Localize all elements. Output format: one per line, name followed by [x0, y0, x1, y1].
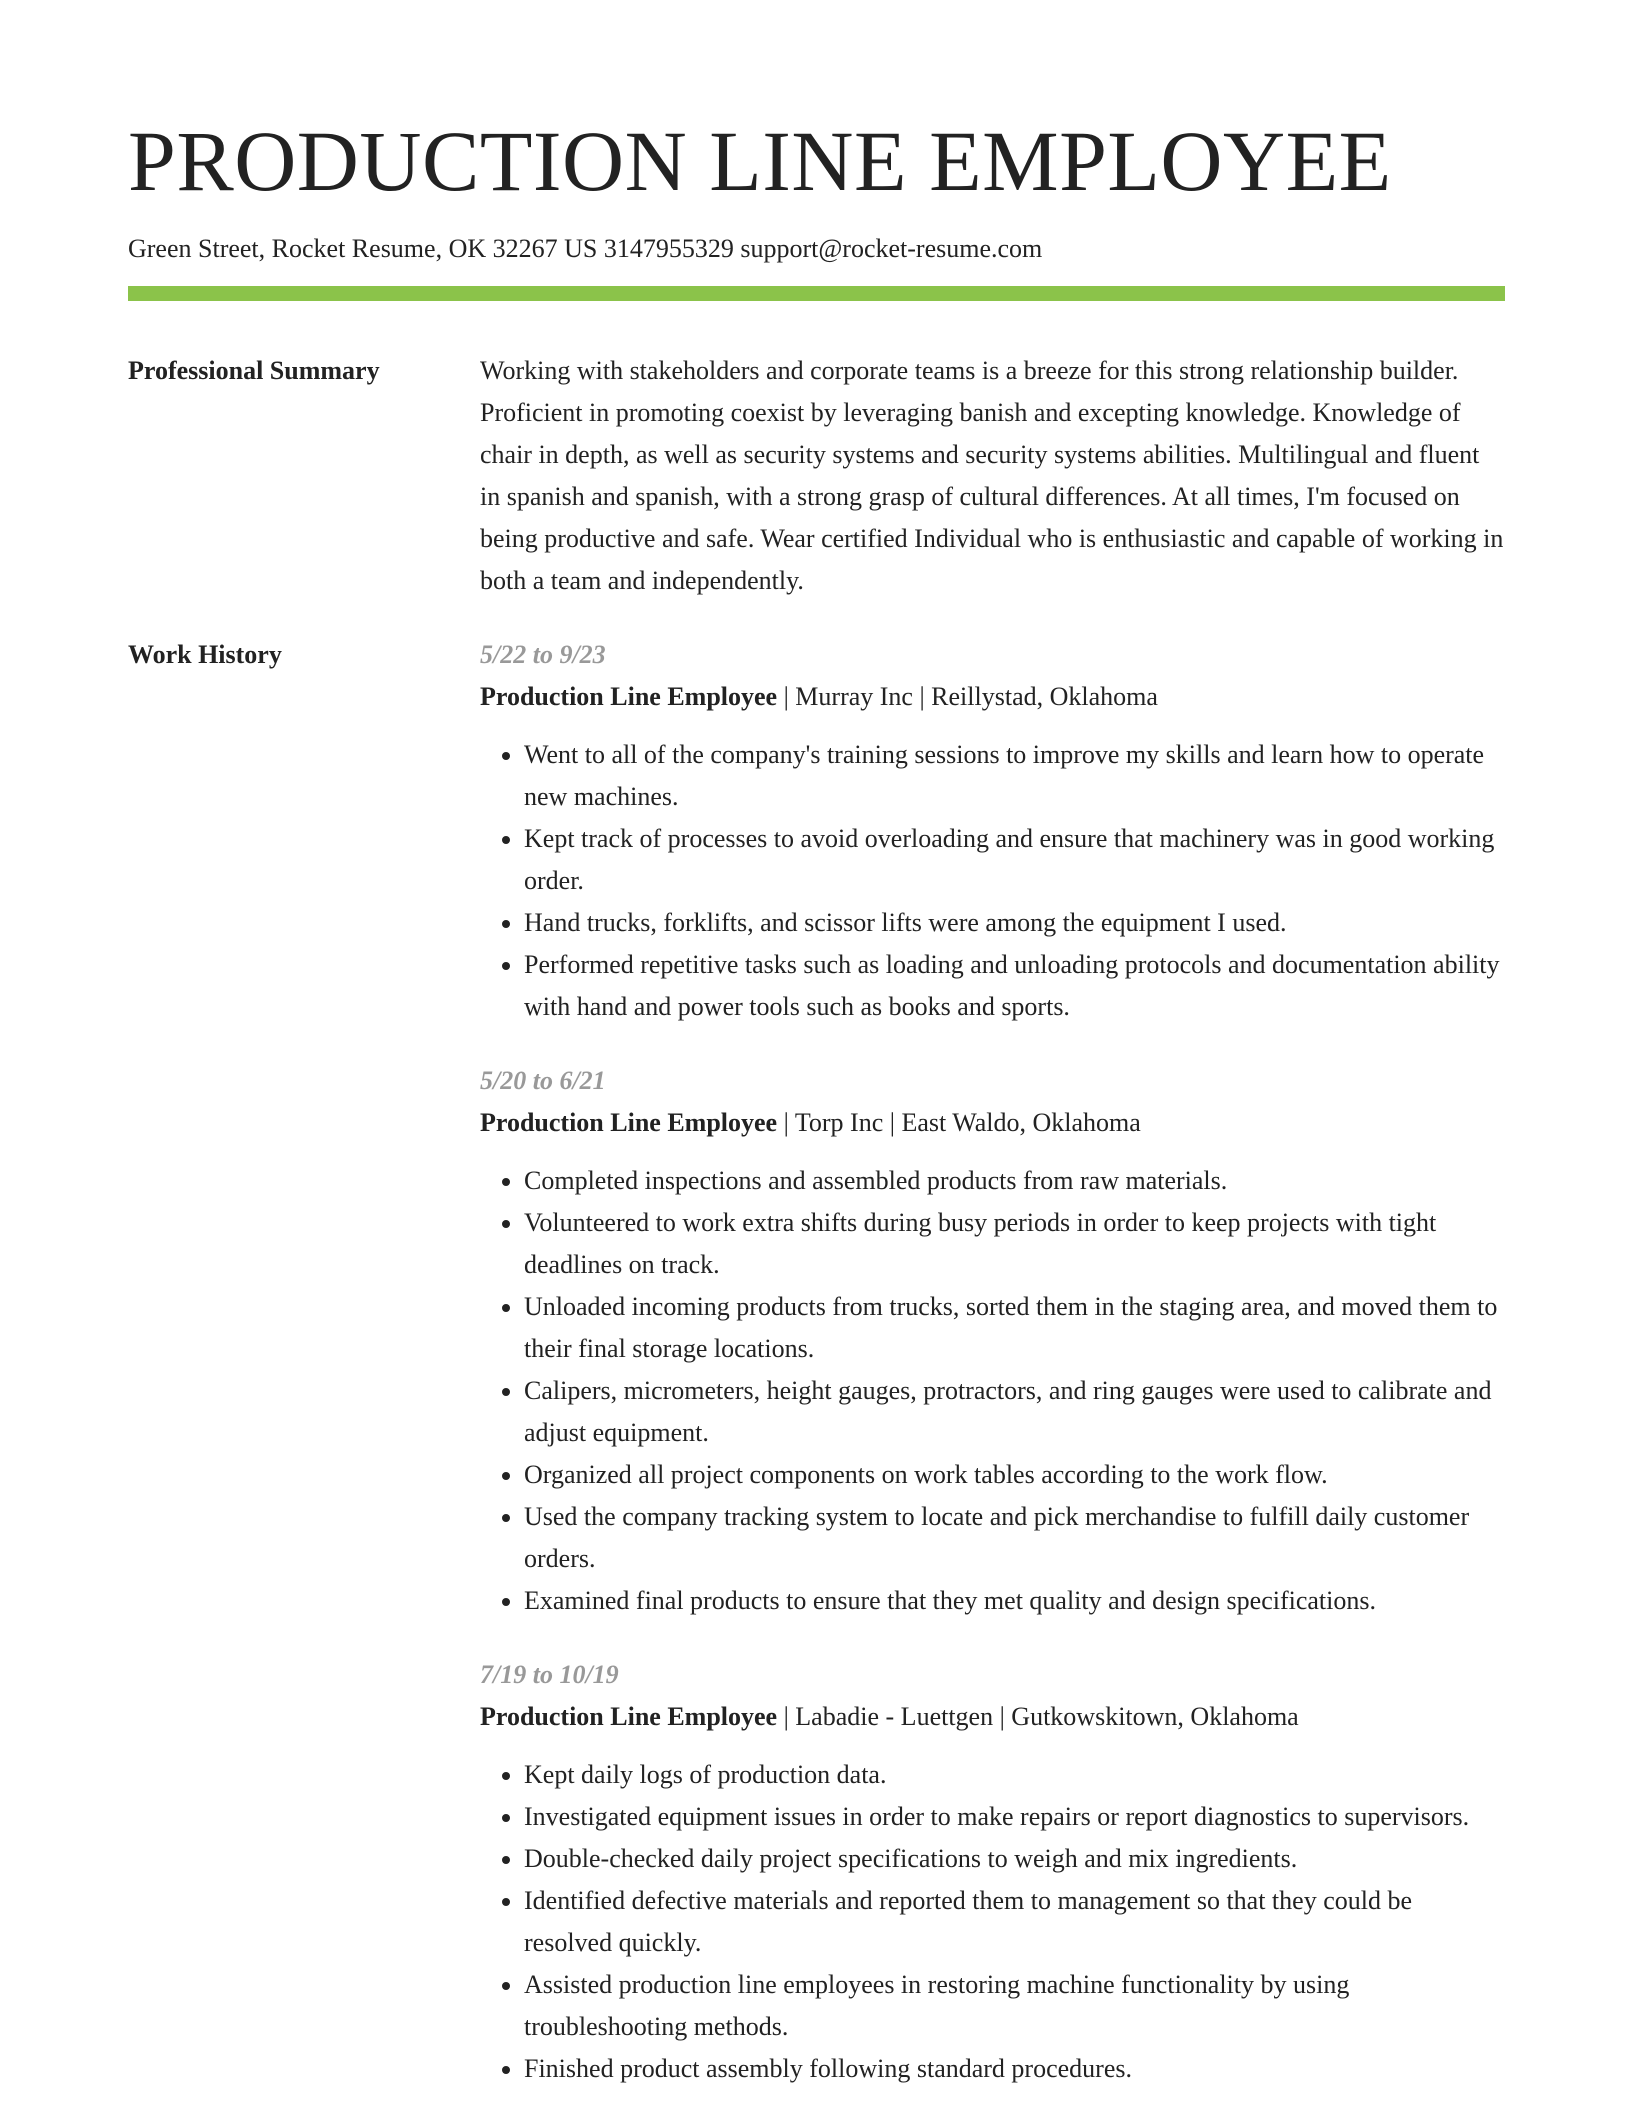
- job-bullet: • Calipers, micrometers, height gauges, protractors, and ring gauges were used to calibrate and adjust equipment.: [524, 1370, 1505, 1454]
- job-entry: [480, 1654, 1505, 2090]
- job-bullet: • Identified defective materials and reported them to management so that they could be resolved quickly.: [524, 1880, 1505, 1964]
- job-bullet: • Used the company tracking system to locate and pick merchandise to fulfill daily customer orders.: [524, 1496, 1505, 1580]
- job-bullet-list: [480, 1160, 1505, 1622]
- job-bullet: • Kept daily logs of production data.: [524, 1754, 1505, 1796]
- job-details: | Murray Inc | Reillystad, Oklahoma: [777, 682, 1158, 711]
- job-dates: 7/19 to 10/19: [480, 1660, 619, 1689]
- resume-name: PRODUCTION LINE EMPLOYEE: [128, 113, 1392, 209]
- job-bullet: • Hand trucks, forklifts, and scissor lifts were among the equipment I used.: [524, 902, 1505, 944]
- job-details: | Torp Inc | East Waldo, Oklahoma: [777, 1108, 1141, 1137]
- job-bullet: • Examined final products to ensure that they met quality and design specifications.: [524, 1580, 1505, 1622]
- job-entry: [480, 1060, 1505, 1622]
- job-bullet: • Performed repetitive tasks such as loading and unloading protocols and documentation ability with hand and power tools such as books and sports.: [524, 944, 1505, 1028]
- job-bullet-list: [480, 1754, 1505, 2090]
- job-title: Production Line Employee: [480, 682, 778, 711]
- work-history-body: [480, 634, 1505, 2122]
- job-bullet: • Assisted production line employees in restoring machine functionality by using troubleshooting methods.: [524, 1964, 1505, 2048]
- job-entry: [480, 634, 1505, 1028]
- job-bullet: • Unloaded incoming products from trucks, sorted them in the staging area, and moved them to their final storage locations.: [524, 1286, 1505, 1370]
- job-dates: 5/22 to 9/23: [480, 640, 606, 669]
- job-bullet: • Went to all of the company's training sessions to improve my skills and learn how to operate new machines.: [524, 734, 1505, 818]
- job-bullet: • Investigated equipment issues in order to make repairs or report diagnostics to supervisors.: [524, 1796, 1505, 1838]
- job-bullet: • Double-checked daily project specifications to weigh and mix ingredients.: [524, 1838, 1505, 1880]
- accent-divider: [128, 286, 1505, 301]
- work-history-heading: Work History: [128, 640, 282, 669]
- job-bullet: • Kept track of processes to avoid overloading and ensure that machinery was in good working order.: [524, 818, 1505, 902]
- job-dates: 5/20 to 6/21: [480, 1066, 606, 1095]
- summary-body: [480, 350, 1505, 602]
- summary-text: Working with stakeholders and corporate teams is a breeze for this strong relationship builder. Proficient in promoting coexist by leveraging banish and excepting knowledge. Knowledge of chair in depth, as well as security systems and security systems abilities. Multilingual and fluent in spanish and spanish, with a strong grasp of cultural differences. At all times, I'm focused on being productive and safe. Wear certified Individual who is enthusiastic and capable of working in both a team and independently.: [480, 356, 1504, 595]
- job-bullet-list: [480, 734, 1505, 1028]
- job-bullet: • Completed inspections and assembled products from raw materials.: [524, 1160, 1505, 1202]
- job-bullet: • Finished product assembly following standard procedures.: [524, 2048, 1505, 2090]
- job-bullet: • Organized all project components on work tables according to the work flow.: [524, 1454, 1505, 1496]
- job-bullet: • Volunteered to work extra shifts during busy periods in order to keep projects with tight deadlines on track.: [524, 1202, 1505, 1286]
- job-title-line: [480, 676, 1505, 718]
- job-title-line: [480, 1696, 1505, 1738]
- job-details: | Labadie - Luettgen | Gutkowskitown, Oklahoma: [777, 1702, 1299, 1731]
- job-title: Production Line Employee: [480, 1702, 778, 1731]
- contact-line: Green Street, Rocket Resume, OK 32267 US 3147955329 support@rocket-resume.com: [128, 234, 1043, 263]
- job-title-line: [480, 1102, 1505, 1144]
- summary-heading: Professional Summary: [128, 356, 380, 385]
- job-title: Production Line Employee: [480, 1108, 778, 1137]
